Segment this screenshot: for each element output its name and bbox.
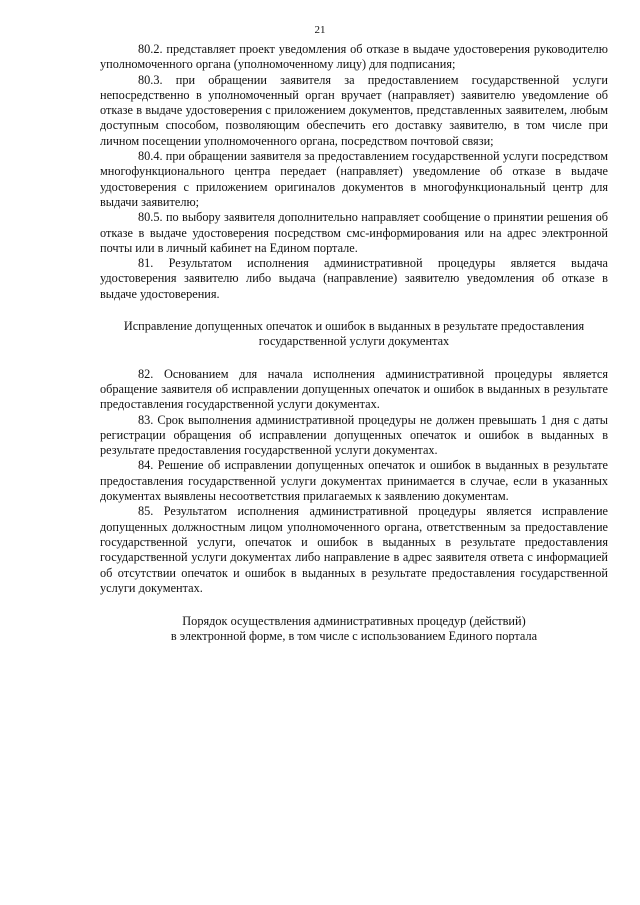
paragraph-80-2: 80.2. представляет проект уведомления об отказе в выдаче удостоверения руководителю уполномоченного органа (уполномоченному лицу) для подписания; <box>100 42 608 72</box>
paragraph-80-5: 80.5. по выбору заявителя дополнительно направляет сообщение о принятии решения об отказе в выдаче удостоверения посредством смс-информирования или на адрес электронной почты или в личный кабинет на Едином портале. <box>100 210 608 255</box>
paragraph-82: 82. Основанием для начала исполнения административной процедуры является обращение заявителя об исправлении допущенных опечаток и ошибок в выданных в результате предоставления государственной услуги документах. <box>100 366 608 412</box>
section-heading-electronic-line1: Порядок осуществления административных процедур (действий) <box>182 614 526 629</box>
paragraph-84: 84. Решение об исправлении допущенных опечаток и ошибок в выданных в результате предоставления государственной услуги документах принимается в случае, если в указанных документах выявлены несоответствия прилагаемых к заявлению документам. <box>100 458 608 504</box>
paragraph-83: 83. Срок выполнения административной процедуры не должен превышать 1 дня с даты регистрации обращения об исправлении допущенных опечаток и ошибок в выданных в результате предоставления государственной услуги документах. <box>100 412 608 458</box>
section-heading-electronic <box>100 614 608 645</box>
paragraph-85: 85. Результатом исполнения административной процедуры является исправление допущенных должностным лицом уполномоченного органа, ответственным за предоставление государственной услуги, опечаток и ошибок в выданных в результате предоставления государственной услуги документах либо направление в адрес заявителя ответа с информацией об отсутствии опечаток и ошибок в выданных в результате предоставления государственной услуги документах. <box>100 504 608 595</box>
paragraph-80-4: 80.4. при обращении заявителя за предоставлением государственной услуги посредством многофункционального центра передает (направляет) уведомление об отказе в выдаче удостоверения с приложением оригиналов документов в многофункциональный центр для выдачи заявителю; <box>100 149 608 209</box>
section-heading-corrections: Исправление допущенных опечаток и ошибок в выданных в результате предоставления государственной услуги документах <box>123 319 585 349</box>
paragraph-80-3: 80.3. при обращении заявителя за предоставлением государственной услуги непосредственно в уполномоченный орган вручает (направляет) заявителю уведомление об отказе в выдаче удостоверения с приложением документов, представленных заявителем, любым доступным способом, позволяющим обеспечить его доставку заявителю, в том числе при личном посещении уполномоченного органа, посредством почтовой связи; <box>100 72 608 148</box>
section-heading-electronic-line2: в электронной форме, в том числе с использованием Единого портала <box>170 629 538 644</box>
page-number: 21 <box>314 24 326 36</box>
paragraph-81: 81. Результатом исполнения административной процедуры является выдача удостоверения заявителю либо выдача (направление) заявителю уведомления об отказе в выдаче удостоверения. <box>100 256 608 301</box>
document-body <box>100 42 608 645</box>
